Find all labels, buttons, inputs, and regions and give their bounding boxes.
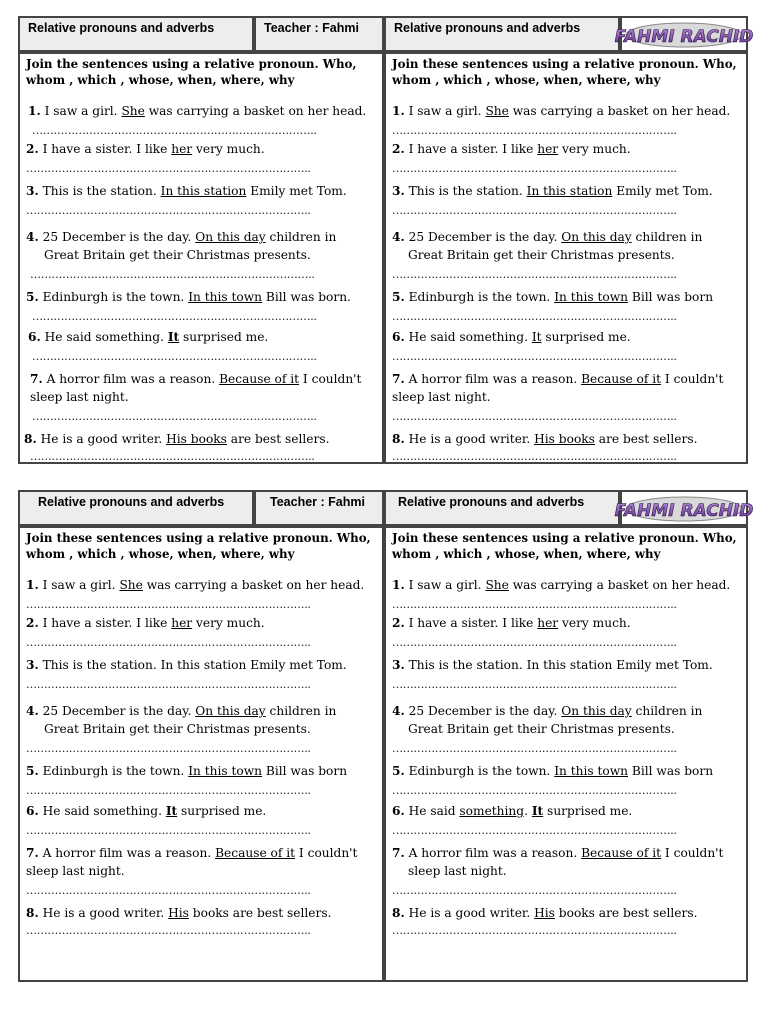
header-title: Relative pronouns and adverbs xyxy=(18,16,254,52)
sentence-1: 1. I saw a girl. She was carrying a basket on her head. xyxy=(28,104,367,118)
answer-line[interactable]: …………………………………………………………………….. xyxy=(32,310,317,323)
answer-line[interactable]: …………………………………………………………………….. xyxy=(26,924,311,937)
answer-line[interactable]: …………………………………………………………………….. xyxy=(392,124,677,137)
logo xyxy=(614,16,754,52)
sentence-4: 4. 25 December is the day. On this day children in xyxy=(392,704,703,718)
instructions: Join the sentences using a relative pronoun. Who, whom , which , whose, when, where, why xyxy=(26,57,357,87)
answer-line[interactable]: …………………………………………………………………….. xyxy=(392,784,677,797)
sentence-6: 6. He said something. It surprised me. xyxy=(392,330,631,344)
sentence-5: 5. Edinburgh is the town. In this town Bill was born xyxy=(392,764,714,778)
answer-line[interactable]: …………………………………………………………………….. xyxy=(392,268,677,281)
instructions: Join these sentences using a relative pronoun. Who, whom , which , whose, when, where, why xyxy=(392,57,737,87)
sentence-2: 2. I have a sister. I like her very much. xyxy=(26,616,265,630)
answer-line[interactable]: …………………………………………………………………….. xyxy=(392,924,677,937)
sentence-4: 4. 25 December is the day. On this day children in xyxy=(392,230,703,244)
answer-line[interactable]: …………………………………………………………………….. xyxy=(392,310,677,323)
sentence-6: 6. He said something. It surprised me. xyxy=(28,330,269,344)
exercise-panel xyxy=(384,526,748,982)
answer-line[interactable]: …………………………………………………………………….. xyxy=(26,784,311,797)
exercise-panel xyxy=(18,526,384,982)
sentence-2: 2. I have a sister. I like her very much. xyxy=(392,142,631,156)
answer-line[interactable]: …………………………………………………………………….. xyxy=(32,124,317,137)
sentence-3: 3. This is the station. In this station Emily met Tom. xyxy=(26,184,347,198)
sentence-4: 4. 25 December is the day. On this day children in xyxy=(26,230,337,244)
sentence-3: 3. This is the station. In this station Emily met Tom. xyxy=(392,184,713,198)
sentence-1: 1. I saw a girl. She was carrying a basket on her head. xyxy=(26,578,365,592)
answer-line[interactable]: …………………………………………………………………….. xyxy=(392,204,677,217)
sentence-3: 3. This is the station. In this station Emily met Tom. xyxy=(26,658,347,672)
answer-line[interactable]: …………………………………………………………………….. xyxy=(26,824,311,837)
answer-line[interactable]: …………………………………………………………………….. xyxy=(392,162,677,175)
answer-line[interactable]: …………………………………………………………………….. xyxy=(30,268,315,281)
answer-line[interactable]: …………………………………………………………………….. xyxy=(392,636,677,649)
answer-line[interactable]: …………………………………………………………………….. xyxy=(392,450,677,463)
answer-line[interactable]: …………………………………………………………………….. xyxy=(26,742,311,755)
sentence-8: 8. He is a good writer. His books are best sellers. xyxy=(392,432,698,446)
sentence-5: 5. Edinburgh is the town. In this town Bill was born xyxy=(392,290,714,304)
answer-line[interactable]: …………………………………………………………………….. xyxy=(32,350,317,363)
sentence-2: 2. I have a sister. I like her very much. xyxy=(392,616,631,630)
sentence-1: 1. I saw a girl. She was carrying a basket on her head. xyxy=(392,578,731,592)
sentence-7-line-2: sleep last night. xyxy=(30,390,129,404)
answer-line[interactable]: …………………………………………………………………….. xyxy=(26,204,311,217)
sentence-7-line-2: sleep last night. xyxy=(26,864,125,878)
answer-line[interactable]: …………………………………………………………………….. xyxy=(392,598,677,611)
sentence-6: 6. He said something. It surprised me. xyxy=(392,804,633,818)
answer-line[interactable]: …………………………………………………………………….. xyxy=(392,824,677,837)
answer-line[interactable]: …………………………………………………………………….. xyxy=(26,598,311,611)
sentence-2: 2. I have a sister. I like her very much. xyxy=(26,142,265,156)
header-title: Relative pronouns and adverbs xyxy=(18,490,254,526)
sentence-5: 5. Edinburgh is the town. In this town Bill was born xyxy=(26,764,348,778)
answer-line[interactable]: …………………………………………………………………….. xyxy=(392,410,677,423)
sentence-1: 1. I saw a girl. She was carrying a basket on her head. xyxy=(392,104,731,118)
exercise-panel xyxy=(384,52,748,464)
logo-text: FAHMI RACHID xyxy=(614,501,754,521)
answer-line[interactable]: …………………………………………………………………….. xyxy=(26,884,311,897)
answer-line[interactable]: …………………………………………………………………….. xyxy=(26,678,311,691)
exercise-panel xyxy=(18,52,384,464)
sentence-4: 4. 25 December is the day. On this day children in xyxy=(26,704,337,718)
instructions: Join these sentences using a relative pronoun. Who, whom , which , whose, when, where, why xyxy=(392,531,737,561)
sentence-8: 8. He is a good writer. His books are best sellers. xyxy=(24,432,330,446)
sentence-4-line-2: Great Britain get their Christmas presents. xyxy=(408,248,675,262)
sentence-7: 7. A horror film was a reason. Because of it I couldn't xyxy=(392,846,724,860)
answer-line[interactable]: …………………………………………………………………….. xyxy=(392,350,677,363)
logo-text: FAHMI RACHID xyxy=(614,27,754,47)
sentence-4-line-2: Great Britain get their Christmas presents. xyxy=(44,722,311,736)
logo xyxy=(614,490,754,526)
answer-line[interactable]: …………………………………………………………………….. xyxy=(32,410,317,423)
header-title: Relative pronouns and adverbs xyxy=(384,490,620,526)
sentence-4-line-2: Great Britain get their Christmas presents. xyxy=(408,722,675,736)
sentence-3: 3. This is the station. In this station Emily met Tom. xyxy=(392,658,713,672)
answer-line[interactable]: …………………………………………………………………….. xyxy=(392,678,677,691)
answer-line[interactable]: …………………………………………………………………….. xyxy=(392,884,677,897)
header-title: Relative pronouns and adverbs xyxy=(384,16,620,52)
sentence-4-line-2: Great Britain get their Christmas presents. xyxy=(44,248,311,262)
sentence-5: 5. Edinburgh is the town. In this town Bill was born. xyxy=(26,290,351,304)
answer-line[interactable]: …………………………………………………………………….. xyxy=(30,450,315,463)
sentence-7: 7. A horror film was a reason. Because of it I couldn't xyxy=(392,372,724,386)
sentence-7-line-2: sleep last night. xyxy=(408,864,507,878)
sentence-7-line-2: sleep last night. xyxy=(392,390,491,404)
sentence-7: 7. A horror film was a reason. Because of it I couldn't xyxy=(26,846,358,860)
sentence-8: 8. He is a good writer. His books are best sellers. xyxy=(26,906,332,920)
sentence-6: 6. He said something. It surprised me. xyxy=(26,804,267,818)
answer-line[interactable]: …………………………………………………………………….. xyxy=(26,162,311,175)
sentence-8: 8. He is a good writer. His books are best sellers. xyxy=(392,906,698,920)
header-teacher: Teacher : Fahmi xyxy=(254,16,384,52)
answer-line[interactable]: …………………………………………………………………….. xyxy=(26,636,311,649)
answer-line[interactable]: …………………………………………………………………….. xyxy=(392,742,677,755)
instructions: Join these sentences using a relative pronoun. Who, whom , which , whose, when, where, why xyxy=(26,531,371,561)
sentence-7: 7. A horror film was a reason. Because of it I couldn't xyxy=(30,372,362,386)
header-teacher: Teacher : Fahmi xyxy=(254,490,384,526)
